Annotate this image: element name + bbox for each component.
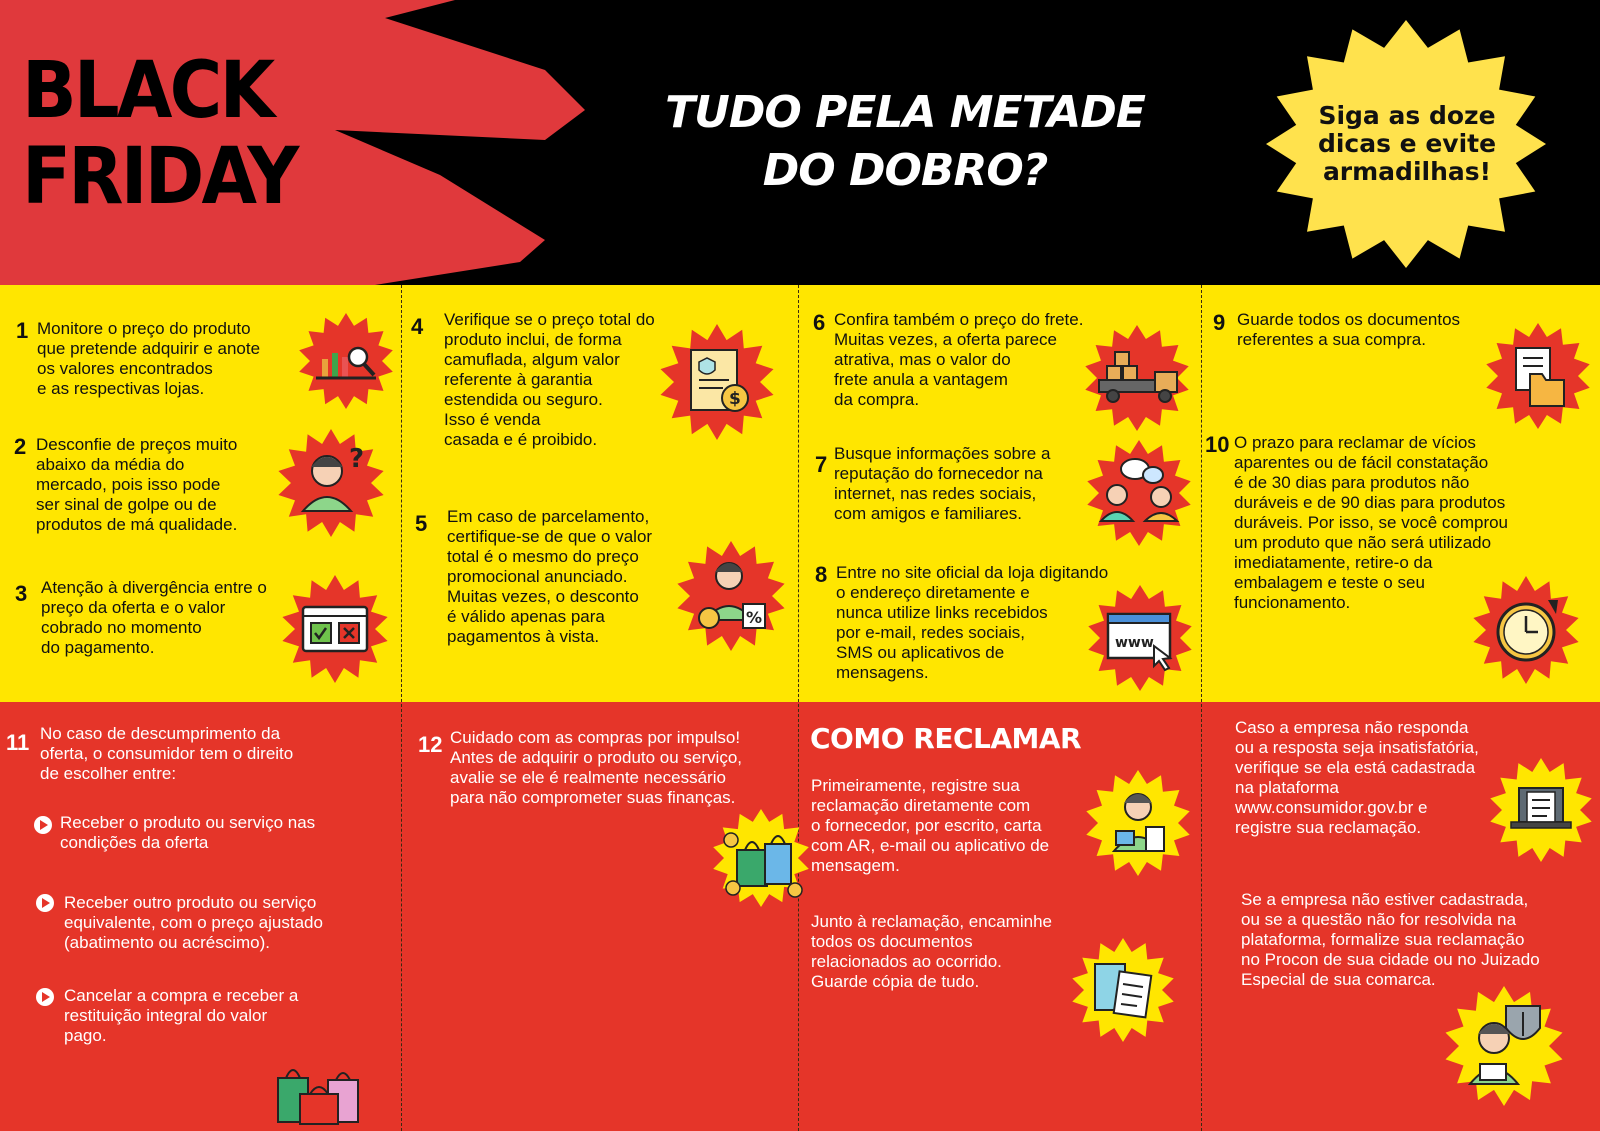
documents-icon <box>1066 938 1180 1042</box>
brand-line1: BLACK <box>22 46 273 136</box>
svg-text:$: $ <box>729 389 741 409</box>
person-justice-icon <box>1440 985 1568 1107</box>
complaint-paragraph-4: Se a empresa não estiver cadastrada, ou se a questão não for resolvida na plataforma, formalize sua reclamação no Procon de sua cidade ou no Juizado Especial de sua comarca. <box>1241 890 1540 989</box>
badge-text: Siga as doze dicas e evite armadilhas! <box>1317 101 1497 186</box>
complaint-paragraph-3: Caso a empresa não responda ou a resposta seja insatisfatória, verifique se ela está cadastrada na plataforma www.consumidor.gov.br e registre sua reclamação. <box>1235 718 1479 837</box>
play-bullet-icon <box>36 894 54 912</box>
column-divider <box>1201 285 1202 1131</box>
brand-line2: FRIDAY <box>22 132 297 222</box>
doubtful-person-icon <box>272 428 390 538</box>
play-bullet-icon <box>34 816 52 834</box>
complaint-paragraph-2: Junto à reclamação, encaminhe todos os documentos relacionados ao ocorrido. Guarde cópia de tudo. <box>811 912 1052 991</box>
person-writing-complaint-icon <box>1083 770 1193 876</box>
check-cross-window-icon <box>275 575 395 683</box>
column-divider <box>798 285 799 1131</box>
delivery-truck-icon <box>1077 325 1197 431</box>
header-banner <box>0 0 1600 285</box>
svg-text:?: ? <box>349 444 365 474</box>
tip-5-text: Em caso de parcelamento, certifique-se de que o valor total é o mesmo do preço promocional anunciado. Muitas vezes, o desconto é válido apenas para pagamentos à vista. <box>447 507 653 646</box>
black-friday-logo <box>22 48 297 220</box>
tip-3-text: Atenção à divergência entre o preço da oferta e o valor cobrado no momento do pagamento. <box>41 578 267 657</box>
shopping-bags-icon <box>276 1064 366 1126</box>
www-browser-icon <box>1084 585 1196 691</box>
page-title: TUDO PELA METADE DO DOBRO? <box>665 87 1145 196</box>
complaint-section-title: COMO RECLAMAR <box>810 722 1082 755</box>
tip-4-text: Verifique se o preço total do produto inclui, de forma camuflada, algum valor referente à garantia estendida ou seguro. Isso é venda casada e é proibido. <box>444 310 655 449</box>
tip-10-text: O prazo para reclamar de vícios aparentes ou de fácil constatação é de 30 dias para produtos não duráveis e de 90 dias para produtos duráveis. Por isso, se você comprou um produto que não será utilizado imediatamente, retire-o da embalagem e teste o seu funcionamento. <box>1234 433 1509 612</box>
tip-11-text: No caso de descumprimento da oferta, o consumidor tem o direito de escolher entre: <box>40 724 294 783</box>
tip-2-text: Desconfie de preços muito abaixo da média do mercado, pois isso pode ser sinal de golpe ou de produtos de má qualidade. <box>36 435 238 534</box>
play-bullet-icon <box>36 988 54 1006</box>
people-chat-icon <box>1081 439 1197 547</box>
tip-7-text: Busque informações sobre a reputação do fornecedor na internet, nas redes sociais, com amigos e familiares. <box>834 444 1051 523</box>
tip-1-text: Monitore o preço do produto que pretende adquirir e anote os valores encontrados e as respectivas lojas. <box>37 319 261 398</box>
complaint-paragraph-1: Primeiramente, registre sua reclamação diretamente com o fornecedor, por escrito, carta com AR, e-mail ou aplicativo de mensagem. <box>811 776 1050 875</box>
tip-9-text: Guarde todos os documentos referentes a sua compra. <box>1237 310 1461 349</box>
clock-icon <box>1466 576 1586 684</box>
tip-6-text: Confira também o preço do frete. Muitas vezes, a oferta parece atrativa, mas o valor do frete anula a vantagem da compra. <box>834 310 1084 409</box>
svg-text:www: www <box>1115 635 1154 651</box>
laptop-platform-icon <box>1486 758 1596 862</box>
warranty-document-icon <box>650 323 784 441</box>
tip-8-text: Entre no site oficial da loja digitando o endereço diretamente e nunca utilize links recebidos por e-mail, redes sociais, SMS ou aplicativos de mensagens. <box>836 563 1109 682</box>
discount-person-icon <box>669 540 793 652</box>
documents-folder-icon <box>1484 323 1592 429</box>
svg-text:%: % <box>746 608 763 627</box>
shopping-bags-money-icon <box>708 808 814 908</box>
tip-12-text: Cuidado com as compras por impulso! Antes de adquirir o produto ou serviço, avalie se ele é realmente necessário para não comprometer suas finanças. <box>450 728 743 807</box>
column-divider <box>401 285 402 1131</box>
price-chart-icon <box>296 313 396 409</box>
